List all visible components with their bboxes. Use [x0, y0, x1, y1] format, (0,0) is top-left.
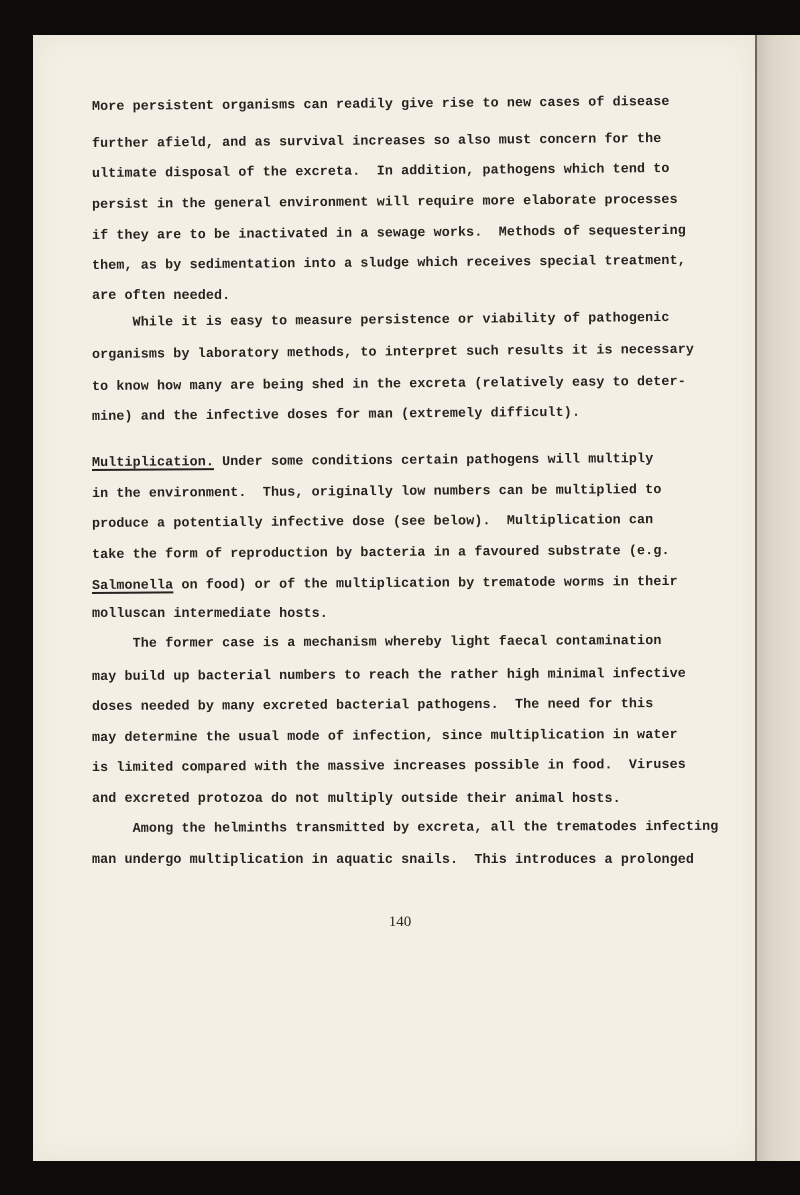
text-line: further afield, and as survival increases so also must concern for the [91, 132, 662, 152]
text-line: take the form of reproduction by bacteria in a favoured substrate (e.g. [91, 543, 670, 563]
text-line: are often needed. [92, 289, 231, 304]
underlined-term: Salmonella [91, 578, 174, 594]
text-line: if they are to be inactivated in a sewage works. Methods of sequestering [91, 223, 686, 244]
page-number: 140 [388, 914, 412, 930]
text-line: persist in the general environment will require more elaborate processes [91, 192, 678, 213]
text-line: is limited compared with the massive increases possible in food. Viruses [91, 757, 686, 776]
text-line: More persistent organisms can readily give rise to new cases of disease [91, 94, 670, 115]
text-line: them, as by sedimentation into a sludge which receives special treatment, [91, 253, 686, 274]
text-line: in the environment. Thus, originally low numbers can be multiplied to [91, 483, 662, 502]
text-line: Among the helminths transmitted by excreta, all the trematodes infecting [91, 819, 719, 837]
adjacent-page-edge [756, 35, 800, 1161]
text-span: Under some conditions certain pathogens will multiply [213, 452, 654, 471]
text-line: mine) and the infective doses for man (extremely difficult). [91, 405, 581, 425]
text-line: may determine the usual mode of infection, since multiplication in water [91, 727, 678, 746]
text-line: organisms by laboratory methods, to interpret such results it is necessary [91, 342, 695, 363]
text-line: molluscan intermediate hosts. [92, 607, 328, 622]
text-line: produce a potentially infective dose (see below). Multiplication can [91, 513, 654, 532]
text-line: The former case is a mechanism whereby light faecal contamination [91, 634, 662, 652]
text-line: man undergo multiplication in aquatic snails. This introduces a prolonged [92, 853, 695, 868]
page-gutter [755, 35, 757, 1161]
text-line: may build up bacterial numbers to reach the rather high minimal infective [91, 666, 686, 685]
text-line: to know how many are being shed in the excreta (relatively easy to deter- [91, 374, 686, 395]
text-line: and excreted protozoa do not multiply outside their animal hosts. [92, 792, 621, 807]
text-line: ultimate disposal of the excreta. In addition, pathogens which tend to [91, 161, 670, 182]
text-line: While it is easy to measure persistence or viability of pathogenic [91, 310, 670, 331]
text-line: doses needed by many excreted bacterial pathogens. The need for this [91, 697, 654, 715]
section-heading: Multiplication. [91, 455, 215, 471]
text-span: on food) or of the multiplication by trematode worms in their [173, 574, 678, 594]
